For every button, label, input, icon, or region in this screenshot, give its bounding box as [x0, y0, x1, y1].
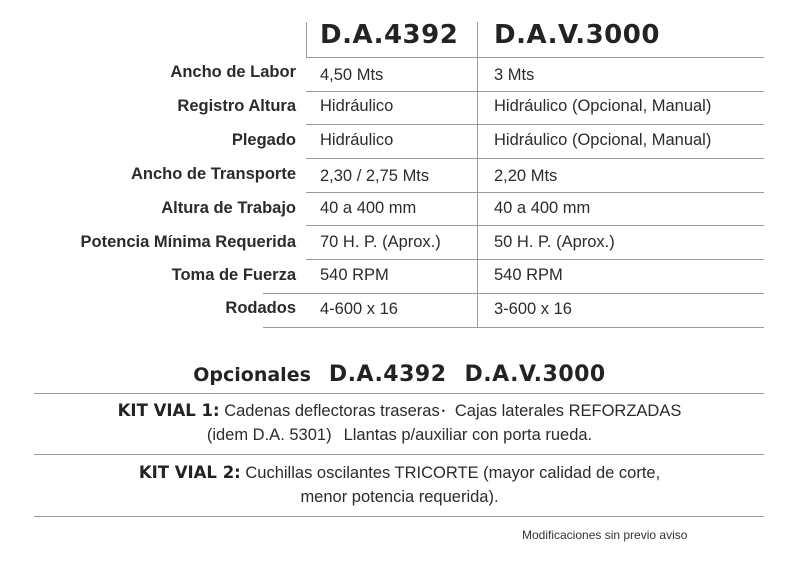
kit-vial-1-line-2 — [0, 423, 799, 447]
kit-vial-2-line-2 — [0, 485, 799, 509]
kit-vial-1-item-4: Llantas p/auxiliar con porta rueda. — [343, 426, 593, 444]
optionals-title: Opcionales — [193, 364, 311, 386]
optionals-model-1: D.A.4392 — [328, 362, 447, 387]
spec-value-model-2: 3-600 x 16 — [494, 300, 572, 318]
row-separator — [263, 293, 764, 294]
kit-vial-1-item-1: Cadenas deflectoras traseras — [224, 402, 440, 420]
kit-vial-1-item-3: (idem D.A. 5301) — [206, 426, 332, 444]
model-header-2: D.A.V.3000 — [494, 20, 660, 50]
spec-label: Ancho de Transporte — [130, 165, 296, 183]
column-divider-middle — [477, 22, 478, 328]
section-separator — [34, 393, 764, 394]
row-separator — [306, 192, 764, 193]
kit-vial-2-name: KIT VIAL 2: — [138, 463, 241, 482]
spec-value-model-2: Hidráulico (Opcional, Manual) — [494, 131, 712, 149]
spec-value-model-2: 40 a 400 mm — [494, 199, 591, 217]
spec-label: Plegado — [231, 131, 296, 149]
column-divider-left — [306, 22, 307, 58]
spec-value-model-2: 3 Mts — [494, 66, 535, 84]
kit-vial-1-name: KIT VIAL 1: — [117, 401, 220, 420]
kit-vial-1-item-2: Cajas laterales REFORZADAS — [454, 402, 682, 420]
kit-vial-1-line-1 — [0, 399, 799, 423]
spec-value-model-1: Hidráulico — [320, 97, 394, 115]
spec-label: Altura de Trabajo — [161, 199, 296, 217]
kit-vial-2-text-1: Cuchillas oscilantes TRICORTE (mayor calidad de corte, — [245, 464, 661, 482]
row-separator — [306, 124, 764, 125]
optionals-heading — [0, 362, 799, 387]
spec-value-model-2: 540 RPM — [494, 266, 563, 284]
kit-vial-2-line-1 — [0, 461, 799, 485]
optionals-model-2: D.A.V.3000 — [464, 362, 606, 387]
spec-label: Registro Altura — [177, 97, 296, 115]
spec-value-model-1: Hidráulico — [320, 131, 394, 149]
row-separator — [263, 327, 764, 328]
spec-label: Ancho de Labor — [170, 63, 296, 81]
spec-value-model-2: Hidráulico (Opcional, Manual) — [494, 97, 712, 115]
spec-label: Toma de Fuerza — [171, 266, 296, 284]
spec-value-model-1: 4,50 Mts — [320, 66, 384, 84]
spec-value-model-1: 540 RPM — [320, 266, 389, 284]
row-separator — [306, 91, 764, 92]
spec-label: Potencia Mínima Requerida — [80, 233, 296, 251]
row-separator — [306, 158, 764, 159]
bullet-icon: • — [441, 406, 445, 416]
kit-vial-1 — [0, 399, 799, 447]
spec-value-model-1: 4-600 x 16 — [320, 300, 398, 318]
spec-value-model-1: 70 H. P. (Aprox.) — [320, 233, 441, 251]
spec-value-model-1: 2,30 / 2,75 Mts — [320, 167, 430, 185]
model-header-1: D.A.4392 — [320, 20, 459, 50]
kit-vial-2-text-2: menor potencia requerida). — [300, 488, 499, 506]
footer-note: Modificaciones sin previo aviso — [522, 528, 688, 542]
spec-value-model-2: 50 H. P. (Aprox.) — [494, 233, 615, 251]
row-separator — [306, 225, 764, 226]
kit-vial-2 — [0, 461, 799, 509]
row-separator — [306, 57, 764, 58]
section-separator — [34, 516, 764, 517]
row-separator — [306, 259, 764, 260]
spec-value-model-1: 40 a 400 mm — [320, 199, 417, 217]
section-separator — [34, 454, 764, 455]
spec-value-model-2: 2,20 Mts — [494, 167, 558, 185]
spec-label: Rodados — [225, 299, 296, 317]
